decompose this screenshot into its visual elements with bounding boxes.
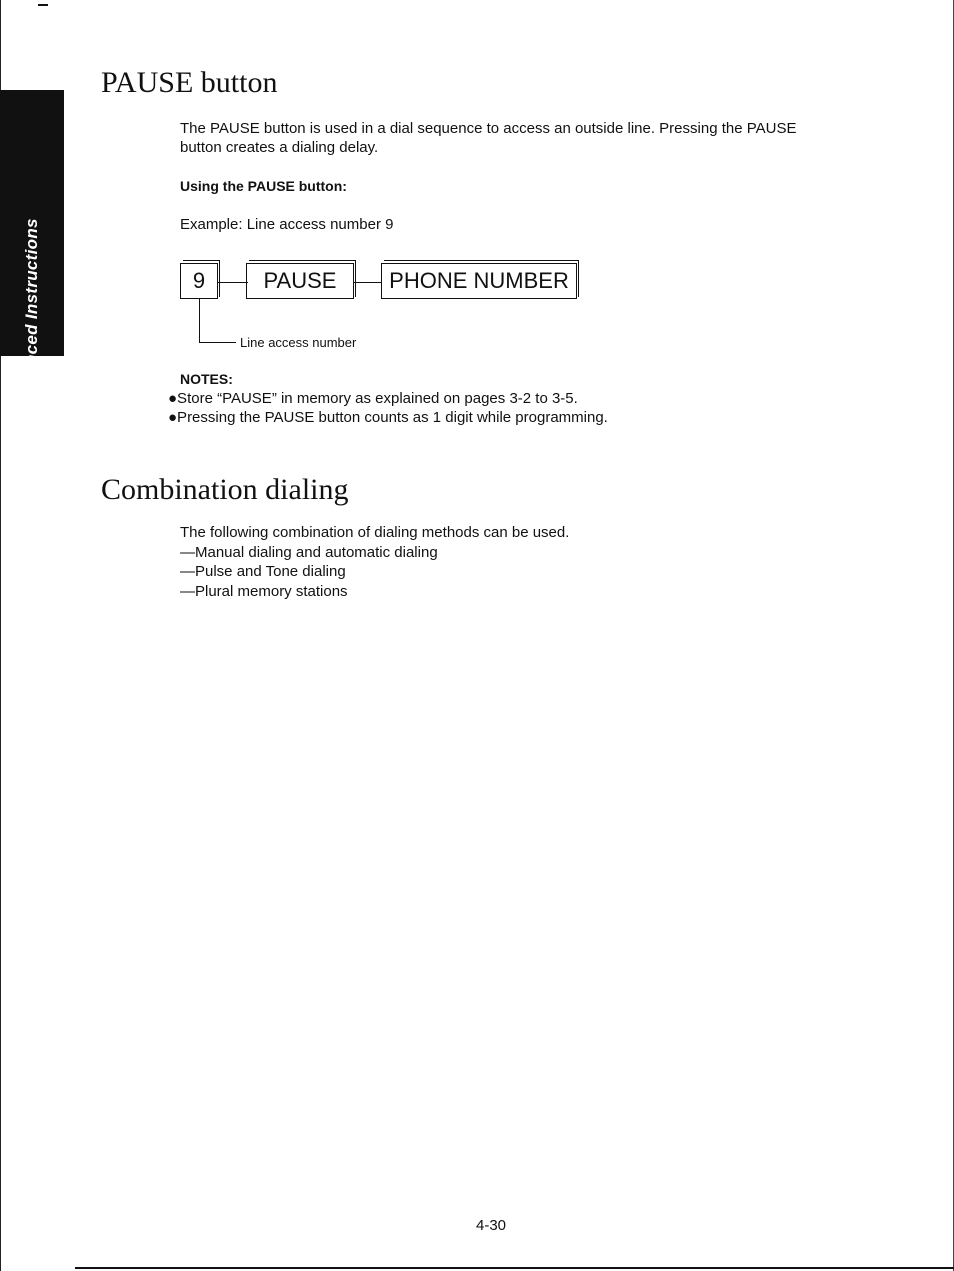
line-access-caption: Line access number bbox=[240, 335, 357, 350]
combination-list-item: —Pulse and Tone dialing bbox=[180, 563, 346, 580]
key-pause-shadow bbox=[249, 260, 356, 297]
page-bottom-rule bbox=[75, 1267, 954, 1269]
pause-section-title: PAUSE button bbox=[101, 66, 278, 99]
key-9-label: 9 bbox=[192, 268, 206, 293]
key-9-shadow bbox=[183, 260, 220, 297]
pause-example-text: Example: Line access number 9 bbox=[180, 216, 394, 233]
combination-list-item: —Manual dialing and automatic dialing bbox=[180, 544, 438, 561]
key-phone-number-label: PHONE NUMBER bbox=[389, 268, 569, 293]
pause-intro-line-2: button creates a dialing delay. bbox=[180, 139, 379, 156]
connector-9-pause bbox=[218, 282, 248, 283]
note-item: ●Pressing the PAUSE button counts as 1 digit while programming. bbox=[168, 409, 608, 426]
connector-pause-phone bbox=[354, 282, 382, 283]
pause-usage-subheading: Using the PAUSE button: bbox=[180, 178, 347, 194]
top-registration-mark bbox=[38, 4, 48, 6]
caption-leader-vertical bbox=[199, 299, 200, 342]
caption-leader-horizontal bbox=[199, 342, 236, 343]
note-item: ●Store “PAUSE” in memory as explained on pages 3-2 to 3-5. bbox=[168, 390, 578, 407]
combination-list-item: —Plural memory stations bbox=[180, 583, 348, 600]
pause-dial-sequence-diagram bbox=[178, 258, 598, 358]
chapter-side-tab-label: Advanced Instructions bbox=[22, 218, 41, 408]
key-pause-label: PAUSE bbox=[263, 268, 337, 293]
combination-intro: The following combination of dialing methods can be used. bbox=[180, 524, 570, 541]
page-number: 4-30 bbox=[476, 1217, 507, 1234]
key-phone-number-shadow bbox=[384, 260, 579, 297]
combination-section-title: Combination dialing bbox=[101, 473, 349, 506]
chapter-side-tab bbox=[0, 90, 64, 408]
notes-heading: NOTES: bbox=[180, 371, 233, 387]
pause-intro-line-1: The PAUSE button is used in a dial sequence to access an outside line. Pressing the PAUSE bbox=[180, 120, 797, 137]
